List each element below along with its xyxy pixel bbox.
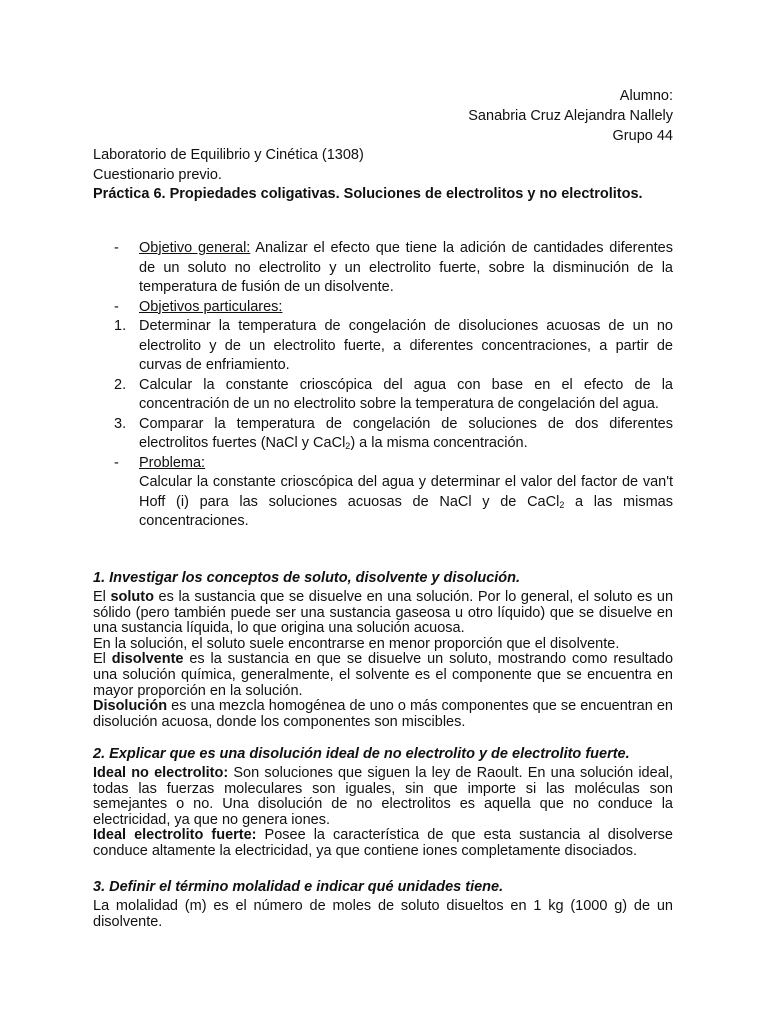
student-name: Sanabria Cruz Alejandra Nallely — [468, 108, 673, 124]
objective-item-3 — [139, 415, 673, 454]
problem-text — [139, 473, 673, 532]
number-marker: 2. — [114, 376, 127, 393]
term-disolucion: Disolución — [93, 698, 168, 715]
text: El — [93, 651, 112, 668]
paragraph — [93, 652, 673, 699]
question-1 — [93, 569, 673, 730]
question-3-title: 3. Definir el término molalidad e indicar qué unidades tiene. — [93, 879, 504, 895]
dash-marker: - — [114, 454, 119, 471]
lab-name: Laboratorio de Equilibrio y Cinética (1308) — [93, 147, 364, 163]
list-item — [93, 454, 673, 474]
practice-title: Práctica 6. Propiedades coligativas. Soluciones de electrolitos y no electrolitos. — [93, 186, 643, 202]
general-objective-label: Objetivo general: — [139, 240, 251, 256]
objective-item-3-text: Comparar la temperatura de congelación de soluciones de dos diferentes electrolitos fuertes (NaCl y CaCl — [139, 415, 673, 451]
list-item — [93, 415, 673, 454]
objective-item-1: Determinar la temperatura de congelación de disoluciones acuosas de un no electrolito y de un electrolito fuerte, a diferentes concentraciones, a partir de curvas de enfriamiento. — [139, 318, 673, 373]
particular-objectives-label: Objetivos particulares: — [139, 298, 283, 315]
paragraph — [93, 766, 673, 828]
general-objective — [139, 239, 673, 298]
term-soluto: soluto — [110, 589, 154, 605]
group-label: Grupo 44 — [612, 128, 673, 144]
text: es la sustancia que se disuelve en una solución. Por lo general, el soluto es un sólido (pero también puede ser una sustancia gaseosa u otro líquido) que se disuelve en una sustancia líquida, lo que origina una solución acuosa. — [93, 589, 674, 637]
question-2-title: 2. Explicar que es una disolución ideal de no electrolito y de electrolito fuerte. — [93, 746, 630, 762]
objective-item-2: Calcular la constante crioscópica del agua con base en el efecto de la concentración de un no electrolito sobre la temperatura de congelación del agua. — [139, 376, 673, 412]
paragraph: En la solución, el soluto suele encontrarse en menor proporción que el disolvente. — [93, 635, 620, 652]
question-3 — [93, 878, 673, 930]
paragraph — [93, 828, 673, 859]
paragraph — [93, 590, 673, 637]
problem-heading — [139, 454, 673, 474]
dash-marker: - — [114, 298, 119, 315]
problem-label: Problema: — [139, 454, 206, 471]
student-label: Alumno: — [619, 88, 673, 104]
particular-objectives-heading — [139, 298, 673, 318]
text: Son soluciones que siguen la ley de Raoult. En una solución ideal, todas las fuerzas moleculares son iguales, sin que importe si las moléculas son semejantes o no. Una disolución de no electrolitos es aquella que no conduce la electricidad, ya que no genera iones. — [93, 765, 674, 828]
objective-item-3-text-end: ) a la misma concentración. — [350, 435, 528, 451]
student-header — [380, 86, 673, 146]
term-ideal-electrolito-fuerte: Ideal electrolito fuerte: — [93, 827, 257, 844]
term-ideal-no-electrolito: Ideal no electrolito: — [93, 765, 229, 781]
list-item — [93, 239, 673, 298]
paragraph: La molalidad (m) es el número de moles de soluto disueltos en 1 kg (1000 g) de un disolvente. — [93, 898, 673, 930]
subscript: 2 — [559, 499, 565, 510]
objectives-list — [93, 239, 673, 532]
list-item — [93, 298, 673, 318]
question-3-body — [93, 899, 673, 930]
question-2 — [93, 745, 673, 860]
paragraph — [93, 699, 673, 730]
dash-marker: - — [114, 240, 119, 256]
text: es la sustancia en que se disuelve un soluto, mostrando como resultado una solución química, generalmente, el solvente es el componente que se encuentra en mayor proporción en la solución. — [93, 651, 674, 699]
text: Posee la característica de que esta sustancia al disolverse conduce altamente la electricidad, ya que contiene iones completamente disociados. — [93, 827, 673, 859]
list-item — [93, 473, 673, 532]
term-disolvente: disolvente — [111, 651, 184, 668]
course-info — [93, 146, 673, 205]
question-2-body — [93, 766, 673, 860]
number-marker: 1. — [114, 318, 127, 334]
list-item — [93, 376, 673, 415]
general-objective-text: Analizar el efecto que tiene la adición de cantidades diferentes de un soluto no electrolito y un electrolito fuerte, sobre la disminución de la temperatura de fusión de un disolvente. — [139, 240, 673, 295]
number-marker: 3. — [114, 415, 127, 432]
question-1-title: 1. Investigar los conceptos de soluto, disolvente y disolución. — [93, 570, 521, 586]
text: es una mezcla homogénea de uno o más componentes que se encuentran en disolución acuosa, donde los componentes son miscibles. — [93, 698, 673, 730]
subscript: 2 — [345, 441, 351, 451]
document-type: Cuestionario previo. — [93, 166, 222, 183]
question-1-body — [93, 590, 673, 730]
list-item — [93, 317, 673, 376]
problem-text-end: a las mismas concentraciones. — [139, 493, 673, 529]
problem-text-start: Calcular la constante crioscópica del agua y determinar el valor del factor de van't Hoff (i) para las soluciones acuosas de NaCl y de CaCl — [139, 474, 673, 510]
text: El — [93, 589, 111, 605]
